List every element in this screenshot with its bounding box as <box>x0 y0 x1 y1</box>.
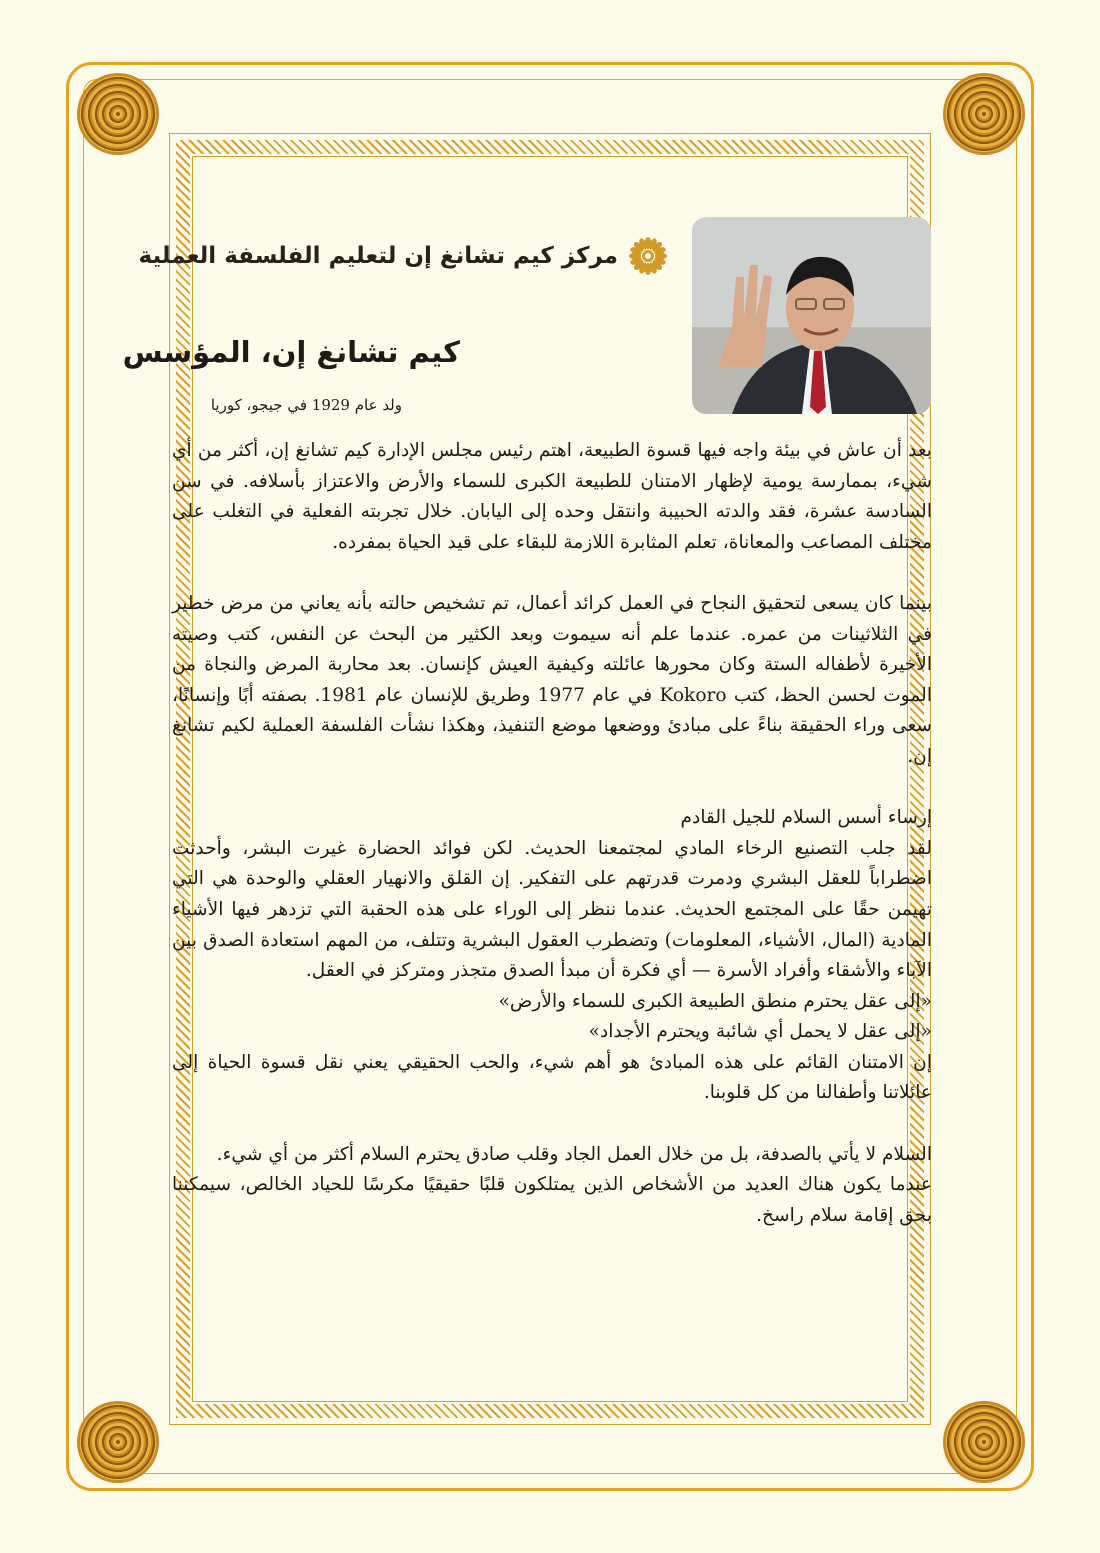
founder-title: كيم تشانغ إن، المؤسس <box>122 335 460 369</box>
paragraph-1: بعد أن عاش في بيئة واجه فيها قسوة الطبيعة، اهتم رئيس مجلس الإدارة كيم تشانغ إن، أكثر من أي شيء، بممارسة يومية لإظهار الامتنان للطبيعة الكبرى للسماء والأرض والاعتزاز بأسلافه. في سن السادسة عشرة، فقد والدته الحبيبة وانتقل وحده إلى اليابان. خلال تجربته الفعلية في التغلب على مختلف المصاعب والمعاناة، تعلم المثابرة اللازمة للبقاء على قيد الحياة بمفرده. <box>172 440 932 553</box>
section-final <box>172 1140 932 1232</box>
center-title-row <box>139 236 668 276</box>
section-peace <box>172 803 932 1109</box>
corner-medallion-bottom-right <box>946 1404 1022 1480</box>
chrysanthemum-emblem-icon <box>628 236 668 276</box>
corner-medallion-bottom-left <box>80 1404 156 1480</box>
quote-1: «إلى عقل يحترم منطق الطبيعة الكبرى للسماء والأرض» <box>498 990 932 1012</box>
birth-info: ولد عام 1929 في جيجو، كوريا <box>210 396 402 414</box>
center-title: مركز كيم تشانغ إن لتعليم الفلسفة العملية <box>138 243 618 269</box>
corner-medallion-top-right <box>946 76 1022 152</box>
paragraph-2: بينما كان يسعى لتحقيق النجاح في العمل كرائد أعمال، تم تشخيص حالته بأنه يعاني من مرض خطير في الثلاثينات من عمره. عندما علم أنه سيموت وبعد الكثير من البحث عن النفس، كتب وصيته الأخيرة لأطفاله الستة وكان محورها عائلته وكيفية العيش كإنسان. بعد محاربة المرض والنجاة من الموت لحسن الحظ، كتب Kokoro في عام 1977 وطريق للإنسان عام 1981. بصفته أبًا وإنسانًا، سعى وراء الحقيقة بناءً على مبادئ ووضعها موضع التنفيذ، وهكذا نشأت الفلسفة العملية لكيم تشانغ إن. <box>172 592 932 767</box>
section-heading: إرساء أسس السلام للجيل القادم <box>680 807 932 829</box>
corner-medallion-top-left <box>80 76 156 152</box>
final-line-1: السلام لا يأتي بالصدفة، بل من خلال العمل الجاد وقلب صادق يحترم السلام أكثر من أي شيء. <box>216 1143 932 1165</box>
section-paragraph: لقد جلب التصنيع الرخاء المادي لمجتمعنا الحديث. لكن فوائد الحضارة غيرت البشر، وأحدثت اضطراباً للعقل البشري ودمرت قدرتهم على التفكير. إن القلق والانهيار العقلي والوحدة هي التي تهيمن حقًا على المجتمع الحديث. عندما ننظر إلى الوراء على هذه الحقبة التي تزدهر فيها الأشياء المادية (المال، الأشياء، المعلومات) وتضطرب العقول البشرية وتتلف، من المهم استعادة الصدق بين الآباء والأشقاء وأفراد الأسرة — أي فكرة أن مبدأ الصدق متجذر ومتركز في العقل. <box>172 837 932 982</box>
quote-2: «إلى عقل لا يحمل أي شائبة ويحترم الأجداد» <box>588 1021 932 1043</box>
biography-text <box>172 436 932 1231</box>
founder-photo <box>692 217 931 414</box>
section-closing: إن الامتنان القائم على هذه المبادئ هو أهم شيء، والحب الحقيقي يعني نقل قسوة الحياة إلى عائلاتنا وأطفالنا من كل قلوبنا. <box>172 1051 932 1104</box>
final-line-2: عندما يكون هناك العديد من الأشخاص الذين يمتلكون قلبًا حقيقيًا مكرسًا للحياد الخالص، سيمكننا بحق إقامة سلام راسخ. <box>172 1174 932 1226</box>
